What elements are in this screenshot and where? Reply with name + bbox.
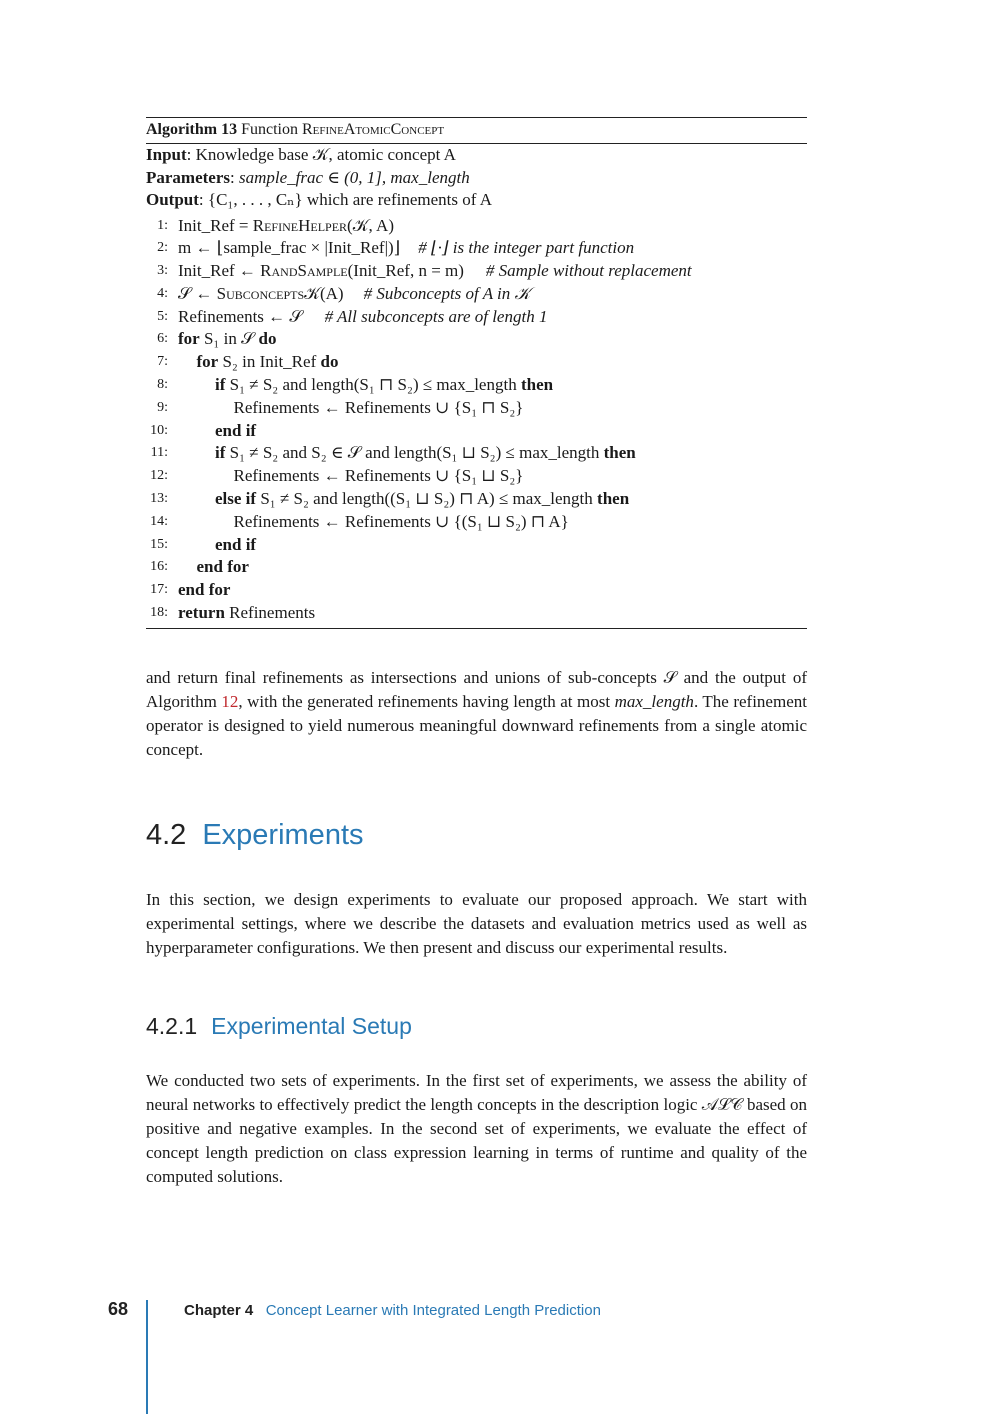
line-code	[178, 328, 276, 351]
subsection-title: Experimental Setup	[211, 1013, 412, 1039]
line-statement: for S₂ in Init_Ref do	[196, 352, 339, 372]
section-title: Experiments	[202, 819, 364, 851]
algorithm-line-2	[146, 237, 807, 260]
chapter-label: Chapter 4	[184, 1302, 254, 1319]
line-statement: Refinements ← 𝒮	[178, 306, 303, 326]
algorithm-line-16	[146, 556, 807, 579]
line-number: 6:	[157, 331, 168, 347]
output-text: {C₁, . . . , Cₙ} which are refinements of A	[207, 190, 492, 209]
section-heading	[146, 815, 364, 855]
line-number: 8:	[157, 377, 168, 393]
paragraph-section-intro: In this section, we design experiments to evaluate our proposed approach. We start with experimental settings, where we describe the datasets and evaluation metrics used as well as hyperparameter configurations. We then present and discuss our experimental results.	[146, 890, 807, 957]
line-number: 7:	[157, 354, 168, 370]
line-number: 12:	[150, 468, 168, 484]
line-code	[215, 534, 256, 557]
algorithm-bottom-rule	[146, 628, 807, 629]
line-code	[215, 374, 553, 397]
algorithm-line-14	[146, 511, 807, 534]
algorithm-input: Input: Knowledge base 𝒦, atomic concept A	[146, 145, 456, 164]
parameters-label: Parameters	[146, 167, 231, 187]
line-number: 18:	[150, 605, 168, 621]
parameters-text: sample_frac ∈ (0, 1], max_length	[239, 167, 470, 187]
line-statement: return Refinements	[178, 603, 316, 623]
algorithm-line-13	[146, 488, 807, 511]
line-number: 1:	[157, 217, 168, 233]
line-number: 16:	[150, 559, 168, 575]
algorithm-block	[146, 117, 807, 629]
algorithm-title	[146, 118, 807, 144]
subsection-heading	[146, 1010, 412, 1042]
algorithm-label: Algorithm 13	[146, 121, 238, 138]
line-number: 17:	[150, 582, 168, 598]
line-comment: # Subconcepts of A in 𝒦	[363, 283, 531, 303]
algorithm-title-prefix: Function	[241, 121, 298, 138]
line-statement: if S₁ ≠ S₂ and length(S₁ ⊓ S₂) ≤ max_length then	[215, 375, 554, 395]
input-text: Knowledge base 𝒦, atomic concept A	[195, 145, 456, 164]
algorithm-line-6	[146, 328, 807, 351]
line-number: 3:	[157, 263, 168, 279]
line-code	[178, 306, 547, 329]
line-comment: # ⌊·⌋ is the integer part function	[418, 238, 635, 258]
algorithm-line-18	[146, 602, 807, 625]
algorithm-line-4	[146, 283, 807, 306]
paragraph-algorithm-summary: and return final refinements as intersections and unions of sub-concepts 𝒮 and the output of Algorithm 12, with the generated refinements having length at most max_length. The refinement operator is designed to yield numerous meaningful downward refinements from a single atomic concept.	[146, 668, 807, 759]
paragraph-experimental-setup: We conducted two sets of experiments. In the first set of experiments, we assess the ability of neural networks to effectively predict the length concepts in the description logic 𝒜ℒ𝒞 based on positive and negative examples. In the second set of experiments, we evaluate the effect of concept length prediction on class expression learning in terms of runtime and quality of the computed solutions.	[146, 1071, 807, 1186]
line-code	[197, 351, 339, 374]
line-statement: Refinements ← Refinements ∪ {S₁ ⊓ S₂}	[233, 397, 524, 417]
algorithm-line-1	[146, 215, 807, 238]
algorithm-line-12	[146, 465, 807, 488]
footer-divider	[146, 1300, 148, 1414]
line-code	[178, 283, 530, 306]
algorithm-line-5	[146, 306, 807, 329]
line-statement: for S₁ in 𝒮 do	[178, 329, 277, 349]
line-number: 15:	[150, 536, 168, 552]
line-number: 5:	[157, 308, 168, 324]
line-statement: Init_Ref ← RandSample(Init_Ref, n = m)	[178, 261, 464, 281]
page-number: 68	[108, 1299, 129, 1319]
line-code	[215, 442, 636, 465]
line-code	[234, 511, 569, 534]
algorithm-output: Output: {C₁, . . . , Cₙ} which are refinements of A	[146, 190, 492, 209]
line-statement: end for	[178, 580, 231, 600]
line-code	[178, 215, 394, 238]
line-statement: m ← ⌊sample_frac × |Init_Ref|)⌋	[178, 238, 401, 258]
chapter-title: Concept Learner with Integrated Length Prediction	[265, 1302, 601, 1319]
algorithm-line-9	[146, 397, 807, 420]
line-statement: else if S₁ ≠ S₂ and length((S₁ ⊔ S₂) ⊓ A) ≤ max_length then	[215, 489, 630, 509]
line-code	[178, 260, 692, 283]
line-code	[197, 556, 249, 579]
algorithm-line-10	[146, 420, 807, 443]
line-code	[178, 579, 230, 602]
line-statement: end if	[215, 420, 257, 440]
subsection-number: 4.2.1	[146, 1013, 198, 1039]
line-code	[234, 465, 524, 488]
line-code	[215, 488, 629, 511]
line-comment: # All subconcepts are of length 1	[324, 306, 548, 326]
line-number: 10:	[150, 422, 168, 438]
line-code	[215, 420, 256, 443]
algorithm-line-8	[146, 374, 807, 397]
line-statement: 𝒮 ← Subconcepts𝒦(A)	[178, 283, 344, 303]
line-comment: # Sample without replacement	[485, 261, 692, 281]
algorithm-line-17	[146, 579, 807, 602]
line-statement: end if	[215, 534, 257, 554]
line-code	[178, 237, 634, 260]
line-statement: Init_Ref = RefineHelper(𝒦, A)	[178, 215, 394, 235]
algorithm-function-name: RefineAtomicConcept	[302, 121, 445, 138]
algorithm-line-7	[146, 351, 807, 374]
line-statement: Refinements ← Refinements ∪ {S₁ ⊔ S₂}	[233, 466, 524, 486]
input-label: Input	[146, 145, 187, 164]
line-number: 13:	[150, 491, 168, 507]
line-number: 9:	[157, 399, 168, 415]
line-code	[234, 397, 524, 420]
algorithm-line-3	[146, 260, 807, 283]
line-statement: end for	[196, 557, 249, 577]
algorithm-parameters: Parameters: sample_frac ∈ (0, 1], max_length	[146, 167, 470, 187]
line-code	[178, 602, 315, 625]
line-statement: if S₁ ≠ S₂ and S₂ ∈ 𝒮 and length(S₁ ⊔ S₂) ≤ max_length then	[215, 443, 636, 463]
output-label: Output	[146, 190, 199, 209]
running-footer	[184, 1300, 601, 1322]
algorithm-line-11	[146, 442, 807, 465]
line-number: 11:	[150, 445, 168, 461]
algorithm-lines	[146, 215, 807, 625]
section-number: 4.2	[146, 819, 187, 851]
algorithm-line-15	[146, 534, 807, 557]
line-number: 4:	[157, 285, 168, 301]
line-statement: Refinements ← Refinements ∪ {(S₁ ⊔ S₂) ⊓ A}	[233, 511, 569, 531]
line-number: 14:	[150, 513, 168, 529]
line-number: 2:	[157, 240, 168, 256]
